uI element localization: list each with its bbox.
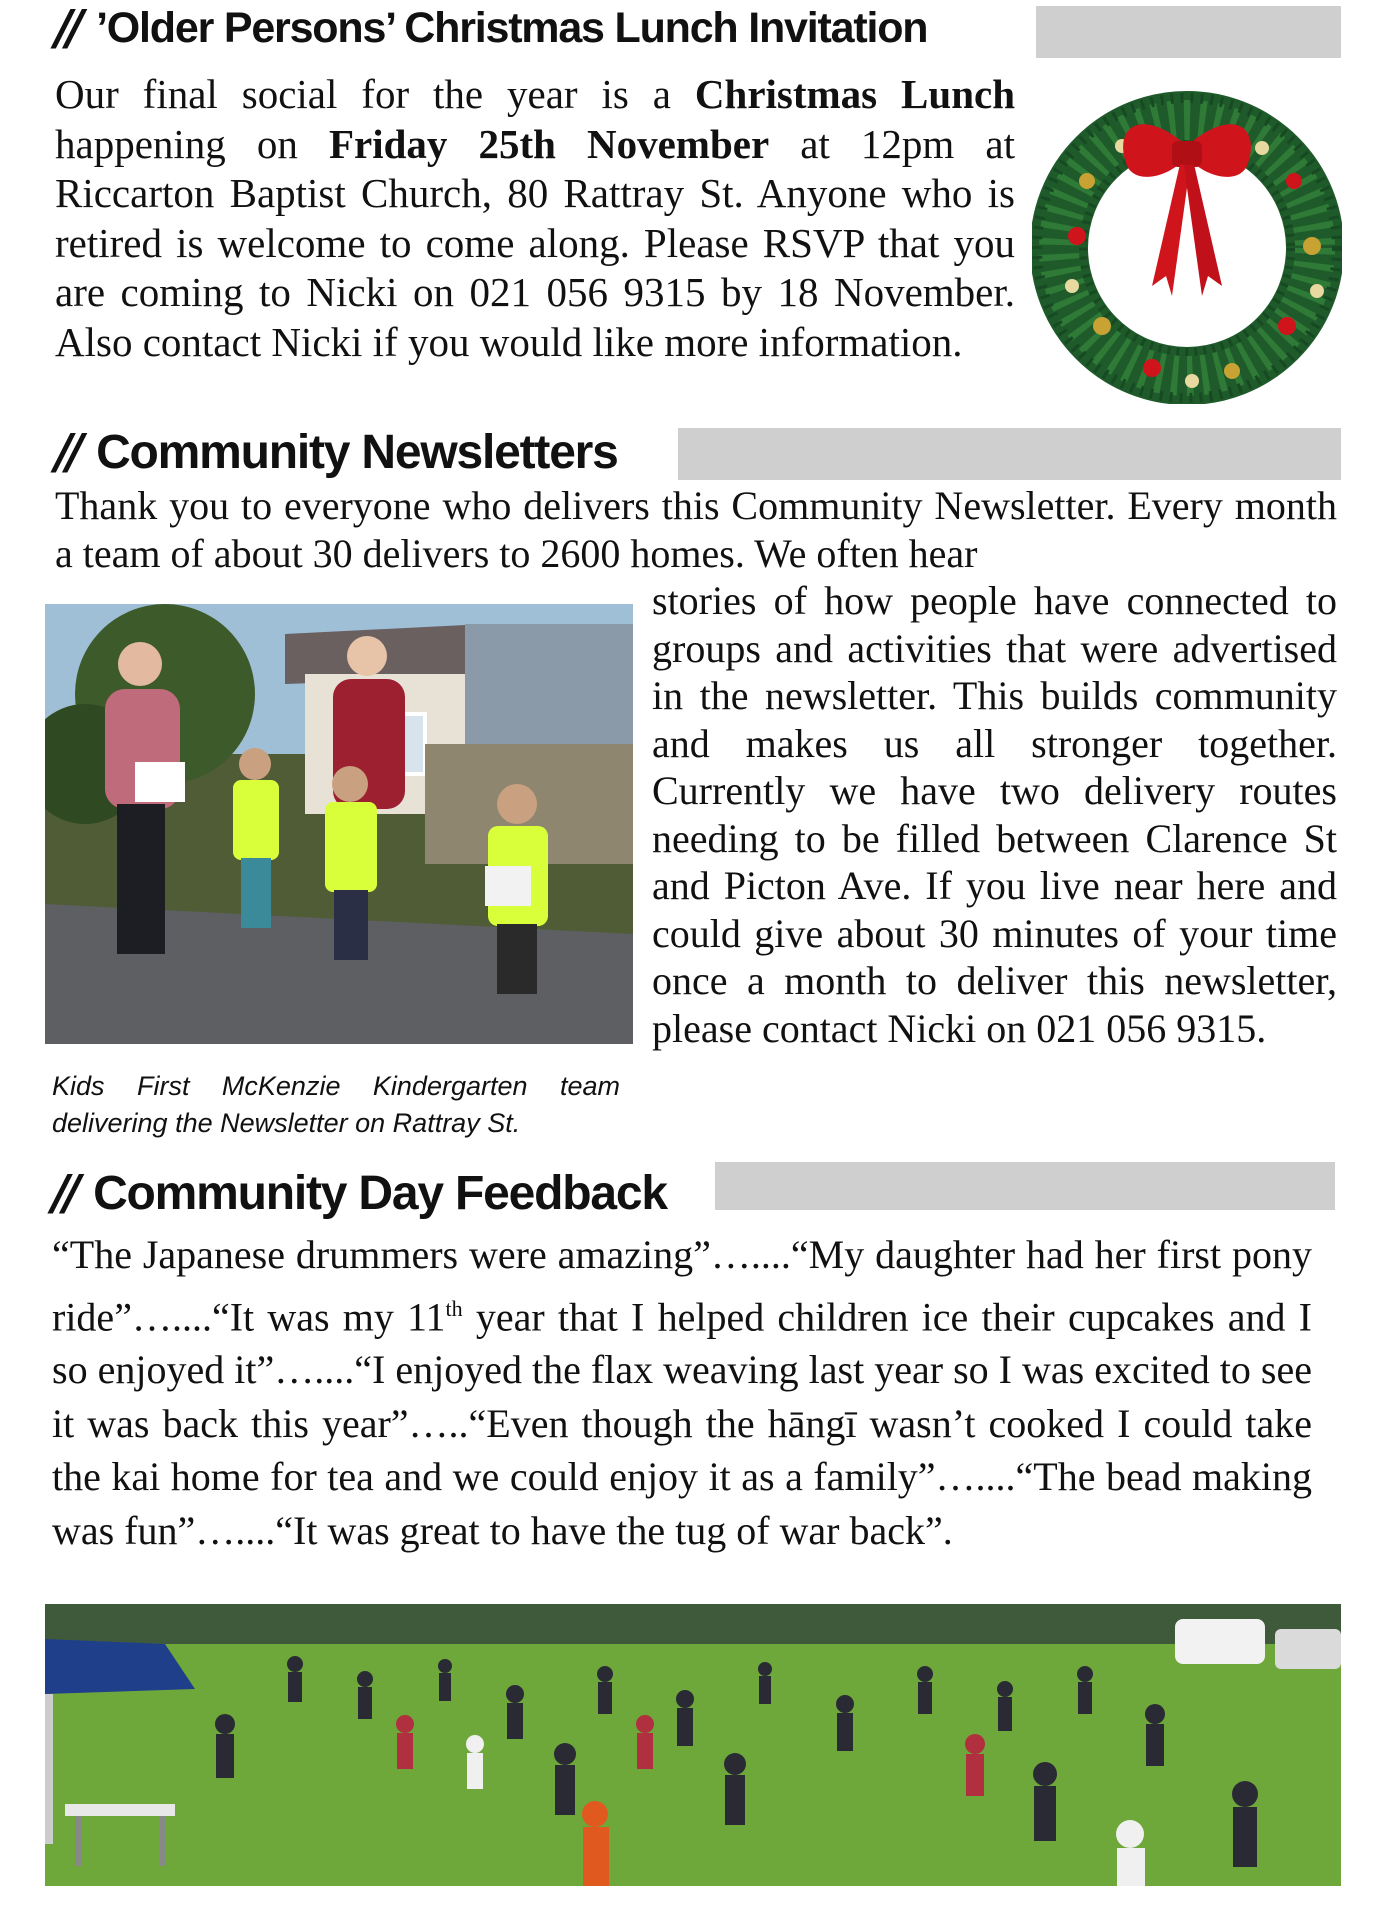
feedback-superscript: th — [445, 1295, 463, 1321]
photo-caption: Kids First McKenzie Kindergarten team delivering the Newsletter on Rattray St. — [52, 1071, 620, 1138]
lunch-bold-date: Friday 25th November — [328, 120, 770, 167]
newsletters-paragraph-side: stories of how people have connected to groups and activities that were advertised in the newsletter. This builds community and makes us all stronger together. Currently we have two delivery routes needing to be filled between Clarence St and Picton Ave. If you live near here and could give about 30 minutes of your time once a month to deliver this newsletter, please contact Nicki on 021 056 9315. — [652, 578, 1337, 1051]
feedback-text-1: “The Japanese drummers were amazing”…....“My daughter had her first pony ride”…....“It was my 11 — [52, 1232, 1312, 1339]
heading-bar — [678, 428, 1341, 480]
feedback-paragraph — [52, 1228, 1312, 1557]
newsletters-paragraph-top: Thank you to everyone who delivers this Community Newsletter. Every month a team of about 30 delivers to 2600 homes. We often hear — [55, 483, 1337, 576]
lunch-text-3: at 12pm at Riccarton Baptist Church, 80 Rattray St. Anyone who is retired is welcome to come along. Please RSVP that you are coming to Nicki on 021 056 9315 by 18 November. Also contact Nicki if you would like more information. — [55, 120, 1015, 365]
feedback-text-2: year that I helped children ice their cupcakes and I so enjoyed it”…....“I enjoyed the flax weaving last year so I was excited to see it was back this year”…..“Even though the hāngī wasn’t cooked I could take the kai home for tea and we could enjoy it as a family”…....“The bead making was fun”…....“It was great to have the tug of war back”. — [52, 1293, 1312, 1553]
heading-title: Community Newsletters — [96, 425, 618, 479]
lunch-paragraph — [55, 70, 1015, 367]
newsletter-delivery-team-photo — [45, 604, 633, 1044]
lunch-text-1: Our final social for the year is a — [55, 71, 695, 117]
community-day-crowd-photo — [45, 1604, 1341, 1886]
lunch-text-2: happening on — [55, 120, 329, 167]
lunch-bold-christmas-lunch: Christmas Lunch — [694, 71, 1015, 117]
heading-slashes: // — [52, 1165, 76, 1221]
heading-community-newsletters — [55, 424, 618, 480]
heading-christmas-lunch — [55, 2, 927, 54]
heading-community-day-feedback — [52, 1165, 667, 1221]
heading-title: ’Older Persons’ Christmas Lunch Invitation — [96, 3, 928, 52]
heading-title: Community Day Feedback — [93, 1166, 667, 1220]
heading-slashes: // — [55, 0, 79, 56]
heading-bar — [715, 1162, 1335, 1210]
christmas-wreath-image — [1032, 86, 1342, 404]
heading-slashes: // — [55, 424, 79, 480]
heading-bar — [1036, 6, 1341, 58]
